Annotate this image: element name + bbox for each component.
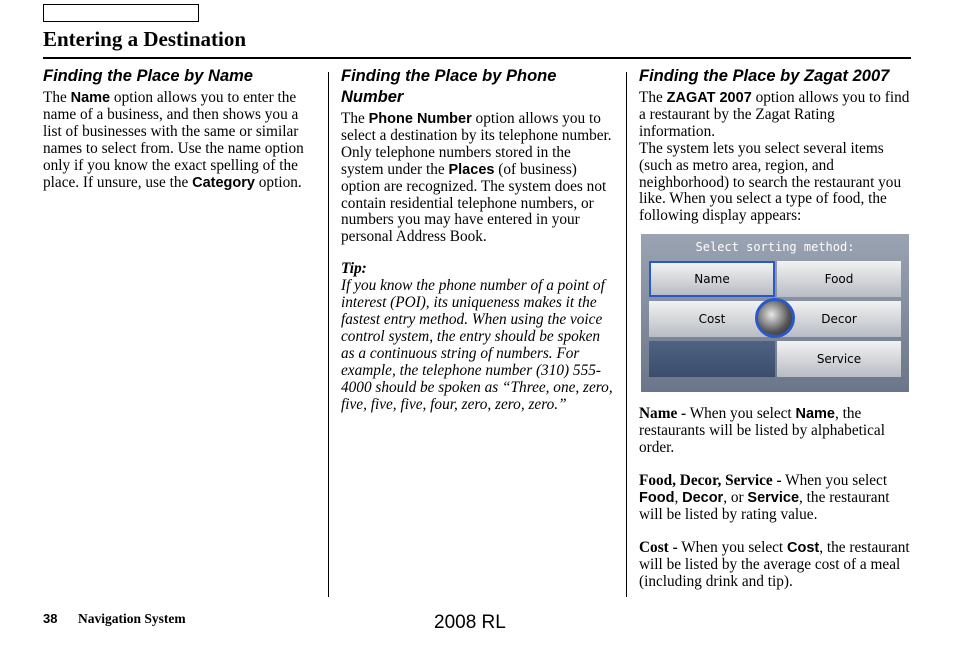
column-divider	[328, 72, 329, 597]
column-divider	[626, 72, 627, 597]
sorting-method-screen	[641, 234, 909, 392]
footer-model: 2008 RL	[434, 612, 506, 633]
header-rule	[43, 57, 911, 59]
section-heading: Finding the Place by Name	[43, 67, 253, 85]
page-title: Entering a Destination	[43, 27, 247, 51]
paragraph: The Name option allows you to enter the name of a business, and then shows you a list of businesses with the same or similar names to select from. Use the name option only if you know the exact spelling of the place. If unsure, use the Category option.	[43, 89, 304, 191]
column-zagat	[639, 66, 911, 590]
column-name	[43, 66, 315, 191]
joystick-knob-icon	[755, 298, 795, 338]
service-button[interactable]: Service	[777, 341, 901, 377]
name-button[interactable]: Name	[649, 261, 775, 297]
paragraph: The ZAGAT 2007 option allows you to find a restaurant by the Zagat Rating information.	[639, 89, 910, 140]
paragraph: The Phone Number option allows you to select a destination by its telephone number. Only telephone numbers stored in the system under the Places (of business) option are recognized. The system does not contain residential telephone numbers, or numbers you may have entered in your personal Address Book.	[341, 110, 612, 246]
page-number: 38	[43, 611, 58, 626]
definition-cost: Cost - When you select Cost, the restaurant will be listed by the average cost of a meal (including drink and tip).	[639, 538, 910, 590]
tip-text: If you know the phone number of a point of interest (POI), its uniqueness makes it the fastest entry method. When using the voice control system, the entry should be spoken as a continuous string of numbers. For example, the telephone number (310) 555-4000 should be spoken as “Three, one, zero, five, five, five, four, zero, zero, zero.”	[341, 277, 613, 413]
definition-name: Name - When you select Name, the restaurants will be listed by alphabetical order.	[639, 405, 885, 457]
section-heading: Finding the Place by Zagat 2007	[639, 67, 890, 85]
section-heading: Finding the Place by Phone Number	[341, 67, 557, 106]
cost-button[interactable]: Cost	[649, 301, 775, 337]
food-button[interactable]: Food	[777, 261, 901, 297]
paragraph: The system lets you select several items (such as metro area, region, and neighborhood) to search the restaurant you like. When you select a type of food, the following display appears:	[639, 139, 902, 225]
header-tab-box	[43, 4, 199, 22]
tip-label: Tip:	[341, 260, 367, 278]
decor-button[interactable]: Decor	[777, 301, 901, 337]
empty-slot	[649, 341, 775, 377]
footer-label: Navigation System	[78, 611, 186, 626]
definition-food-decor-service: Food, Decor, Service - When you select Food, Decor, or Service, the restaurant will be listed by rating value.	[639, 471, 890, 523]
screen-title: Select sorting method:	[695, 240, 855, 255]
column-phone	[341, 66, 613, 413]
